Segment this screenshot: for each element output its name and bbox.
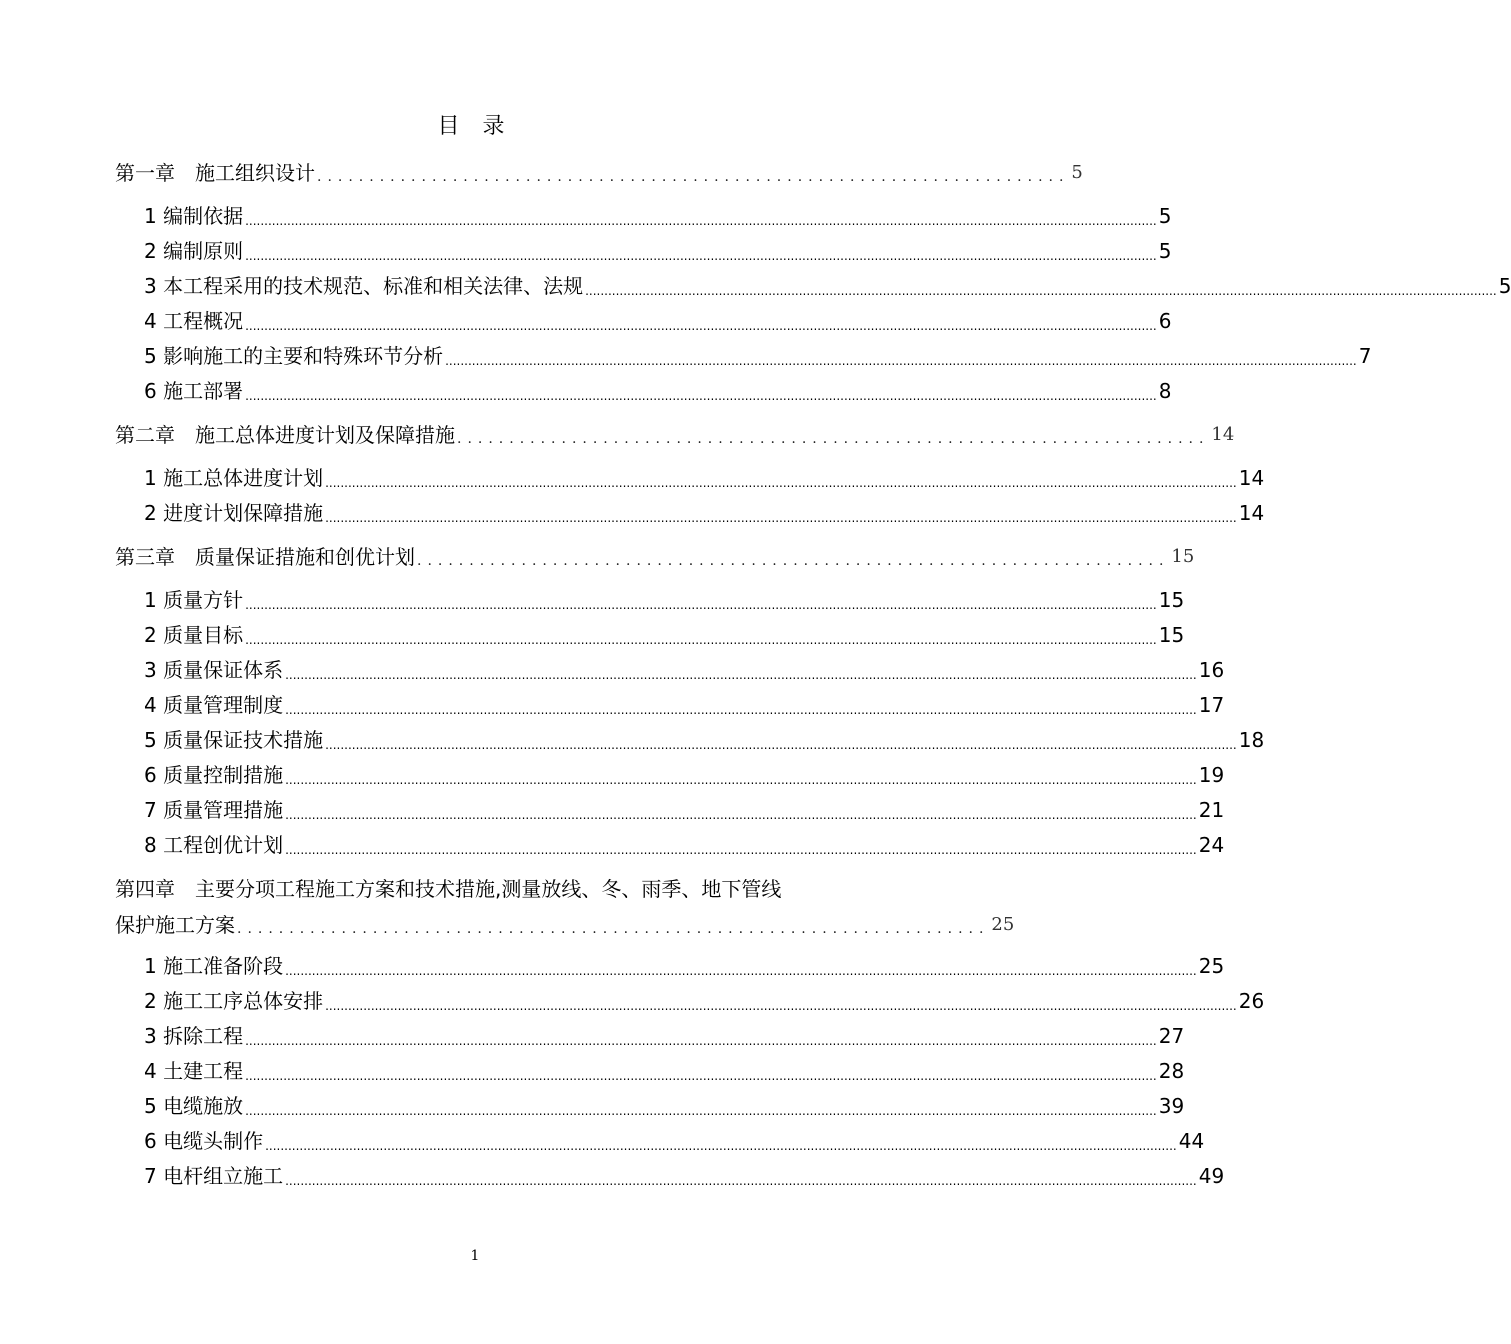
toc-entry[interactable]	[115, 618, 1185, 653]
chapter-number: 第四章	[115, 877, 175, 901]
entry-label: 6 电缆头制作	[144, 1129, 264, 1153]
entry-page: 16	[1198, 658, 1225, 682]
toc-chapter-2[interactable]	[115, 417, 1235, 453]
leader-dots: ...............................................................................................................................................................................................................................................	[285, 1174, 1197, 1188]
entry-label: 2 质量目标	[144, 623, 244, 647]
entry-label: 3 拆除工程	[144, 1024, 244, 1048]
chapter-title: 施工总体进度计划及保障措施	[195, 423, 455, 447]
leader-dots: ...............................................................................................................................................................................................................................................	[285, 808, 1197, 822]
entry-page: 18	[1238, 728, 1265, 752]
entry-label: 2 施工工序总体安排	[144, 989, 324, 1013]
entry-label: 4 工程概况	[144, 309, 244, 333]
toc-entry[interactable]	[115, 1089, 1185, 1124]
entry-label: 4 质量管理制度	[144, 693, 284, 717]
toc-entry[interactable]	[115, 984, 1265, 1019]
leader-dots: ........................................................................	[457, 431, 1210, 447]
leader-dots: ........................................................................	[237, 921, 990, 937]
entry-label: 2 进度计划保障措施	[144, 501, 324, 525]
table-of-contents	[115, 155, 1511, 1194]
leader-dots: ...............................................................................................................................................................................................................................................	[325, 511, 1237, 525]
toc-entry[interactable]	[115, 1159, 1225, 1194]
toc-chapter-1[interactable]	[115, 155, 1083, 191]
entry-page: 19	[1198, 763, 1225, 787]
toc-entry[interactable]	[115, 234, 1172, 269]
leader-dots: ...............................................................................................................................................................................................................................................	[245, 1034, 1157, 1048]
chapter-title-continued	[115, 907, 1015, 943]
toc-entry[interactable]	[115, 949, 1225, 984]
entry-page: 15	[1158, 623, 1185, 647]
leader-dots: ...............................................................................................................................................................................................................................................	[265, 1139, 1177, 1153]
leader-dots: ...............................................................................................................................................................................................................................................	[245, 389, 1157, 403]
chapter-page: 25	[991, 914, 1015, 935]
toc-entry[interactable]	[115, 758, 1225, 793]
leader-dots: ...............................................................................................................................................................................................................................................	[245, 1104, 1157, 1118]
leader-dots: ...............................................................................................................................................................................................................................................	[285, 964, 1197, 978]
leader-dots: ...............................................................................................................................................................................................................................................	[245, 1069, 1157, 1083]
entry-page: 26	[1238, 989, 1265, 1013]
chapter-label	[115, 539, 415, 575]
toc-entry[interactable]	[115, 828, 1225, 863]
entry-page: 14	[1238, 466, 1265, 490]
toc-entry[interactable]	[115, 1019, 1185, 1054]
chapter-label	[115, 155, 315, 191]
toc-title: 目 录	[437, 114, 513, 139]
leader-dots: ........................................................................	[417, 553, 1170, 569]
chapter-title: 主要分项工程施工方案和技术措施,测量放线、冬、雨季、地下管线	[195, 877, 782, 901]
entry-label: 3 质量保证体系	[144, 658, 284, 682]
entry-page: 28	[1158, 1059, 1185, 1083]
entry-page: 5	[1158, 204, 1172, 228]
leader-dots: ...............................................................................................................................................................................................................................................	[245, 598, 1157, 612]
entry-label: 1 施工准备阶段	[144, 954, 284, 978]
chapter-page: 5	[1071, 162, 1083, 183]
entry-page: 17	[1198, 693, 1225, 717]
entry-page: 15	[1158, 588, 1185, 612]
entry-page: 5	[1158, 239, 1172, 263]
toc-entry[interactable]	[115, 269, 1511, 304]
entry-label: 4 土建工程	[144, 1059, 244, 1083]
page-number: 1	[470, 1248, 480, 1264]
toc-entry[interactable]	[115, 339, 1372, 374]
chapter-title: 质量保证措施和创优计划	[195, 545, 415, 569]
leader-dots: ...............................................................................................................................................................................................................................................	[245, 249, 1157, 263]
entry-label: 5 影响施工的主要和特殊环节分析	[144, 344, 444, 368]
entry-label: 8 工程创优计划	[144, 833, 284, 857]
entry-label: 5 质量保证技术措施	[144, 728, 324, 752]
entry-page: 24	[1198, 833, 1225, 857]
entry-page: 21	[1198, 798, 1225, 822]
toc-entry[interactable]	[115, 304, 1172, 339]
entry-page: 39	[1158, 1094, 1185, 1118]
chapter-label	[115, 871, 850, 907]
toc-entry[interactable]	[115, 1124, 1205, 1159]
toc-entry[interactable]	[115, 461, 1265, 496]
entry-page: 7	[1358, 344, 1372, 368]
leader-dots: ...............................................................................................................................................................................................................................................	[245, 319, 1157, 333]
entry-label: 6 施工部署	[144, 379, 244, 403]
leader-dots: ...............................................................................................................................................................................................................................................	[245, 633, 1157, 647]
leader-dots: ...............................................................................................................................................................................................................................................	[285, 703, 1197, 717]
leader-dots: ...............................................................................................................................................................................................................................................	[325, 476, 1237, 490]
entry-label: 7 电杆组立施工	[144, 1164, 284, 1188]
chapter-page: 14	[1211, 424, 1235, 445]
leader-dots: ...............................................................................................................................................................................................................................................	[285, 668, 1197, 682]
chapter-title: 保护施工方案	[115, 913, 235, 937]
entry-page: 6	[1158, 309, 1172, 333]
toc-entry[interactable]	[115, 374, 1172, 409]
chapter-number: 第一章	[115, 161, 175, 185]
toc-entry[interactable]	[115, 723, 1265, 758]
entry-label: 1 施工总体进度计划	[144, 466, 324, 490]
entry-page: 5	[1498, 274, 1511, 298]
chapter-label	[115, 417, 455, 453]
toc-entry[interactable]	[115, 496, 1265, 531]
leader-dots: ........................................................................	[317, 169, 1070, 185]
chapter-number: 第二章	[115, 423, 175, 447]
toc-entry[interactable]	[115, 793, 1225, 828]
entry-page: 44	[1178, 1129, 1205, 1153]
leader-dots: ...............................................................................................................................................................................................................................................	[285, 773, 1197, 787]
entry-label: 3 本工程采用的技术规范、标准和相关法律、法规	[144, 274, 584, 298]
leader-dots: ...............................................................................................................................................................................................................................................	[445, 354, 1357, 368]
entry-label: 5 电缆施放	[144, 1094, 244, 1118]
entry-label: 1 质量方针	[144, 588, 244, 612]
entry-page: 27	[1158, 1024, 1185, 1048]
toc-chapter-3[interactable]	[115, 539, 1195, 575]
chapter-number: 第三章	[115, 545, 175, 569]
entry-label: 7 质量管理措施	[144, 798, 284, 822]
leader-dots: ...............................................................................................................................................................................................................................................	[285, 843, 1197, 857]
entry-label: 1 编制依据	[144, 204, 244, 228]
leader-dots: ...............................................................................................................................................................................................................................................	[325, 738, 1237, 752]
toc-chapter-4[interactable]	[115, 871, 1015, 943]
toc-entry[interactable]	[115, 199, 1172, 234]
entry-label: 6 质量控制措施	[144, 763, 284, 787]
toc-entry[interactable]	[115, 1054, 1185, 1089]
leader-dots: ...............................................................................................................................................................................................................................................	[325, 999, 1237, 1013]
chapter-page: 15	[1171, 546, 1195, 567]
leader-dots: ...............................................................................................................................................................................................................................................	[585, 284, 1497, 298]
chapter-title: 施工组织设计	[195, 161, 315, 185]
toc-entry[interactable]	[115, 583, 1185, 618]
toc-entry[interactable]	[115, 688, 1225, 723]
toc-entry[interactable]	[115, 653, 1225, 688]
entry-page: 49	[1198, 1164, 1225, 1188]
entry-page: 14	[1238, 501, 1265, 525]
leader-dots: ...............................................................................................................................................................................................................................................	[245, 214, 1157, 228]
entry-page: 8	[1158, 379, 1172, 403]
entry-label: 2 编制原则	[144, 239, 244, 263]
entry-page: 25	[1198, 954, 1225, 978]
